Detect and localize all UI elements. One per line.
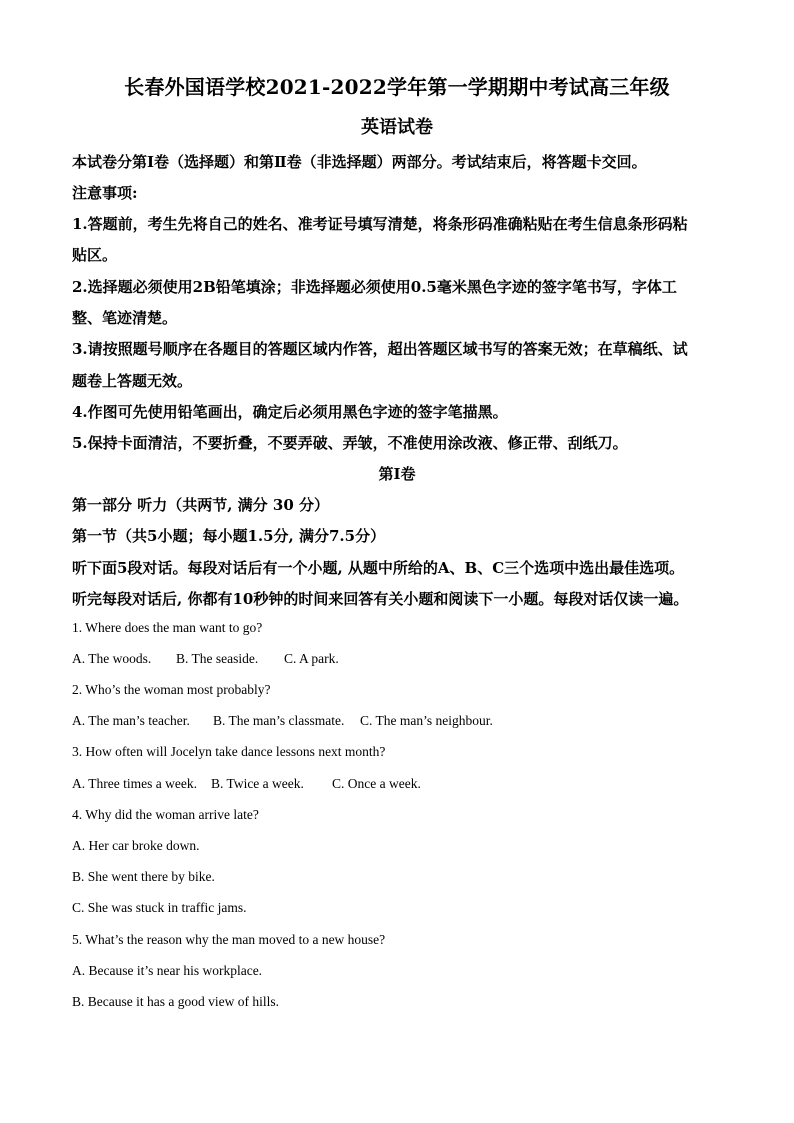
- exam-title: 长春外国语学校2021-2022学年第一学期期中考试高三年级: [124, 75, 670, 99]
- question-stem: 4. Why did the woman arrive late?: [72, 807, 259, 822]
- option-a: A. The woods.: [72, 651, 152, 666]
- note-line: 5.保持卡面清洁，不要折叠，不要弄破、弄皱，不准使用涂改液、修正带、刮纸刀。: [72, 434, 628, 452]
- option-a: A. Her car broke down.: [72, 838, 200, 853]
- option-c: C. The man’s neighbour.: [360, 713, 493, 728]
- intro-text: 本试卷分第Ⅰ卷（选择题）和第Ⅱ卷（非选择题）两部分。考试结束后，将答题卡交回。: [72, 153, 647, 171]
- exam-subtitle: 英语试卷: [361, 117, 433, 138]
- note-line: 3.请按照题号顺序在各题目的答题区域内作答，超出答题区域书写的答案无效；在草稿纸、试: [72, 340, 688, 358]
- subsection-heading: 第一节（共5小题；每小题1.5分, 满分7.5分）: [72, 527, 386, 545]
- option-b: B. Twice a week.: [211, 776, 304, 791]
- question-options: [72, 713, 493, 729]
- option-b: B. She went there by bike.: [72, 869, 215, 884]
- note-line: 2.选择题必须使用2B铅笔填涂；非选择题必须使用0.5毫米黑色字迹的签字笔书写，字体工: [72, 278, 677, 296]
- question-stem: 2. Who’s the woman most probably?: [72, 682, 271, 697]
- option-c: C. A park.: [284, 651, 339, 666]
- part-heading: 第一部分 听力（共两节, 满分 30 分）: [72, 496, 329, 514]
- directions-line: 听下面5段对话。每段对话后有一个小题, 从题中所给的A、B、C三个选项中选出最佳选项。: [72, 559, 685, 577]
- notes-heading: 注意事项:: [72, 184, 138, 202]
- note-line: 4.作图可先使用铅笔画出，确定后必须用黑色字迹的签字笔描黑。: [72, 403, 508, 421]
- option-c: C. She was stuck in traffic jams.: [72, 900, 247, 915]
- note-line: 贴区。: [72, 246, 118, 264]
- option-c: C. Once a week.: [332, 776, 421, 791]
- question-options: [72, 776, 421, 792]
- note-line: 1.答题前，考生先将自己的姓名、准考证号填写清楚，将条形码准确粘贴在考生信息条形码粘: [72, 215, 688, 233]
- question-stem: 5. What’s the reason why the man moved to a new house?: [72, 932, 386, 947]
- option-b: B. The seaside.: [176, 651, 259, 666]
- note-line: 整、笔迹清楚。: [72, 309, 178, 327]
- question-stem: 1. Where does the man want to go?: [72, 620, 263, 635]
- option-b: B. The man’s classmate.: [213, 713, 345, 728]
- option-a: A. Three times a week.: [72, 776, 197, 791]
- volume-heading: 第Ⅰ卷: [378, 465, 416, 483]
- question-stem: 3. How often will Jocelyn take dance lessons next month?: [72, 744, 386, 759]
- question-options: [72, 651, 339, 667]
- directions-line: 听完每段对话后, 你都有10秒钟的时间来回答有关小题和阅读下一小题。每段对话仅读一遍。: [72, 590, 689, 608]
- option-b: B. Because it has a good view of hills.: [72, 994, 279, 1009]
- note-line: 题卷上答题无效。: [72, 372, 193, 390]
- option-a: A. Because it’s near his workplace.: [72, 963, 263, 978]
- option-a: A. The man’s teacher.: [72, 713, 190, 728]
